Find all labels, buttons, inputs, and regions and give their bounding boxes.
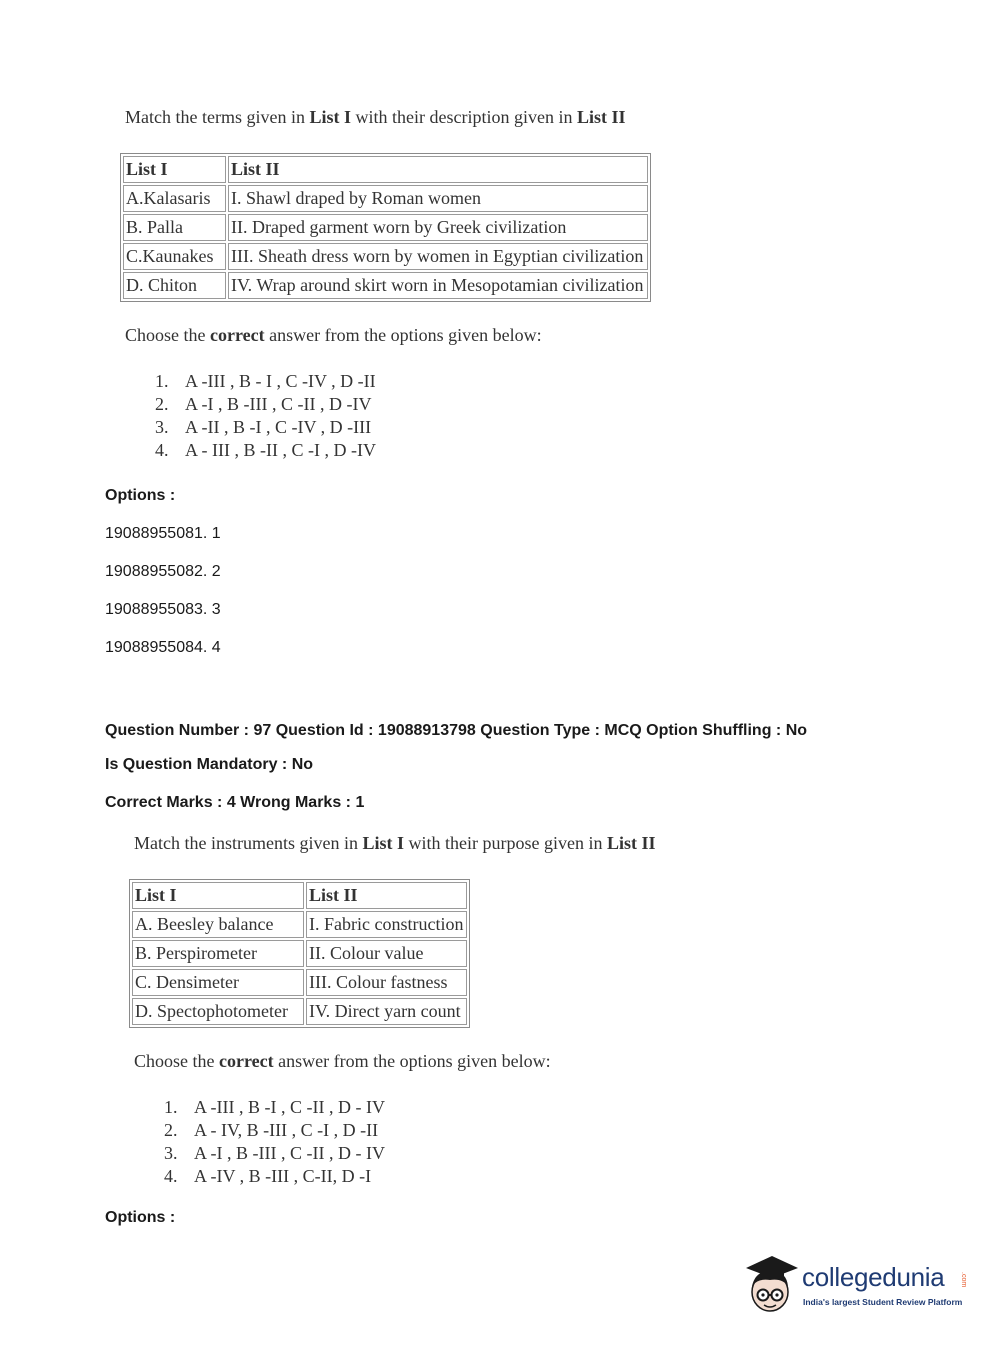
q97-mandatory-line: Is Question Mandatory : No	[105, 756, 314, 773]
logo-tagline: India's largest Student Review Platform	[803, 1297, 963, 1307]
list-item: 3. A -I , B -III , C -II , D - IV	[164, 1143, 385, 1163]
table-header-row	[132, 882, 467, 909]
option-item: 19088955082. 2	[105, 563, 221, 580]
table-cell: D. Chiton	[123, 272, 226, 299]
list-item: 1. A -III , B -I , C -II , D - IV	[164, 1097, 385, 1117]
table-header-cell: List I	[132, 882, 304, 909]
table-cell: III. Sheath dress worn by women in Egyptian civilization	[228, 243, 648, 270]
table-row	[123, 185, 648, 212]
list-item: 2. A - IV, B -III , C -I , D -II	[164, 1120, 379, 1140]
list-item: 2. A -I , B -III , C -II , D -IV	[155, 394, 372, 414]
table-cell: II. Draped garment worn by Greek civilization	[228, 214, 648, 241]
table-cell: A. Beesley balance	[132, 911, 304, 938]
q96-instruction: Match the terms given in List I with their description given in List II	[125, 107, 626, 127]
table-cell: II. Colour value	[306, 940, 467, 967]
q97-meta-line: Question Number : 97 Question Id : 19088913798 Question Type : MCQ Option Shuffling : No	[105, 722, 808, 739]
q97-instruction: Match the instruments given in List I with their purpose given in List II	[134, 833, 656, 853]
table-header-row	[123, 156, 648, 183]
table-header-cell: List II	[306, 882, 467, 909]
list-item: 4. A -IV , B -III , C-II, D -I	[164, 1166, 372, 1186]
option-item: 19088955084. 4	[105, 639, 221, 656]
table-cell: C. Densimeter	[132, 969, 304, 996]
table-cell: IV. Wrap around skirt worn in Mesopotamian civilization	[228, 272, 648, 299]
logo-wordmark: collegedunia	[802, 1262, 945, 1292]
list-item: 3. A -II , B -I , C -IV , D -III	[155, 417, 372, 437]
table-header-cell: List II	[228, 156, 648, 183]
table-cell: B. Perspirometer	[132, 940, 304, 967]
table-row	[132, 969, 467, 996]
table-row	[123, 214, 648, 241]
option-item: 19088955081. 1	[105, 525, 221, 542]
table-cell: C.Kaunakes	[123, 243, 226, 270]
q97-options-label: Options :	[105, 1209, 176, 1226]
logo-domain-suffix: .com	[960, 1272, 967, 1288]
q96-choose-text: Choose the correct answer from the options given below:	[125, 325, 542, 345]
q96-match-table	[120, 153, 651, 302]
student-mascot-icon	[742, 1250, 802, 1318]
table-row	[132, 998, 467, 1025]
list-item: 1. A -III , B - I , C -IV , D -II	[155, 371, 376, 391]
q96-options-label: Options :	[105, 487, 176, 504]
list-item: 4. A - III , B -II , C -I , D -IV	[155, 440, 376, 460]
table-row	[123, 243, 648, 270]
q97-choose-text: Choose the correct answer from the options given below:	[134, 1051, 551, 1071]
table-row	[132, 940, 467, 967]
table-row	[132, 911, 467, 938]
table-cell: III. Colour fastness	[306, 969, 467, 996]
table-cell: I. Shawl draped by Roman women	[228, 185, 648, 212]
q97-match-table	[129, 879, 470, 1028]
table-header-cell: List I	[123, 156, 226, 183]
table-cell: IV. Direct yarn count	[306, 998, 467, 1025]
table-cell: B. Palla	[123, 214, 226, 241]
q97-answer-list	[164, 1096, 385, 1188]
collegedunia-logo	[742, 1250, 972, 1320]
q96-answer-list	[155, 370, 376, 462]
table-cell: I. Fabric construction	[306, 911, 467, 938]
table-cell: A.Kalasaris	[123, 185, 226, 212]
option-item: 19088955083. 3	[105, 601, 221, 618]
table-cell: D. Spectophotometer	[132, 998, 304, 1025]
table-row	[123, 272, 648, 299]
q97-marks-line: Correct Marks : 4 Wrong Marks : 1	[105, 794, 365, 811]
